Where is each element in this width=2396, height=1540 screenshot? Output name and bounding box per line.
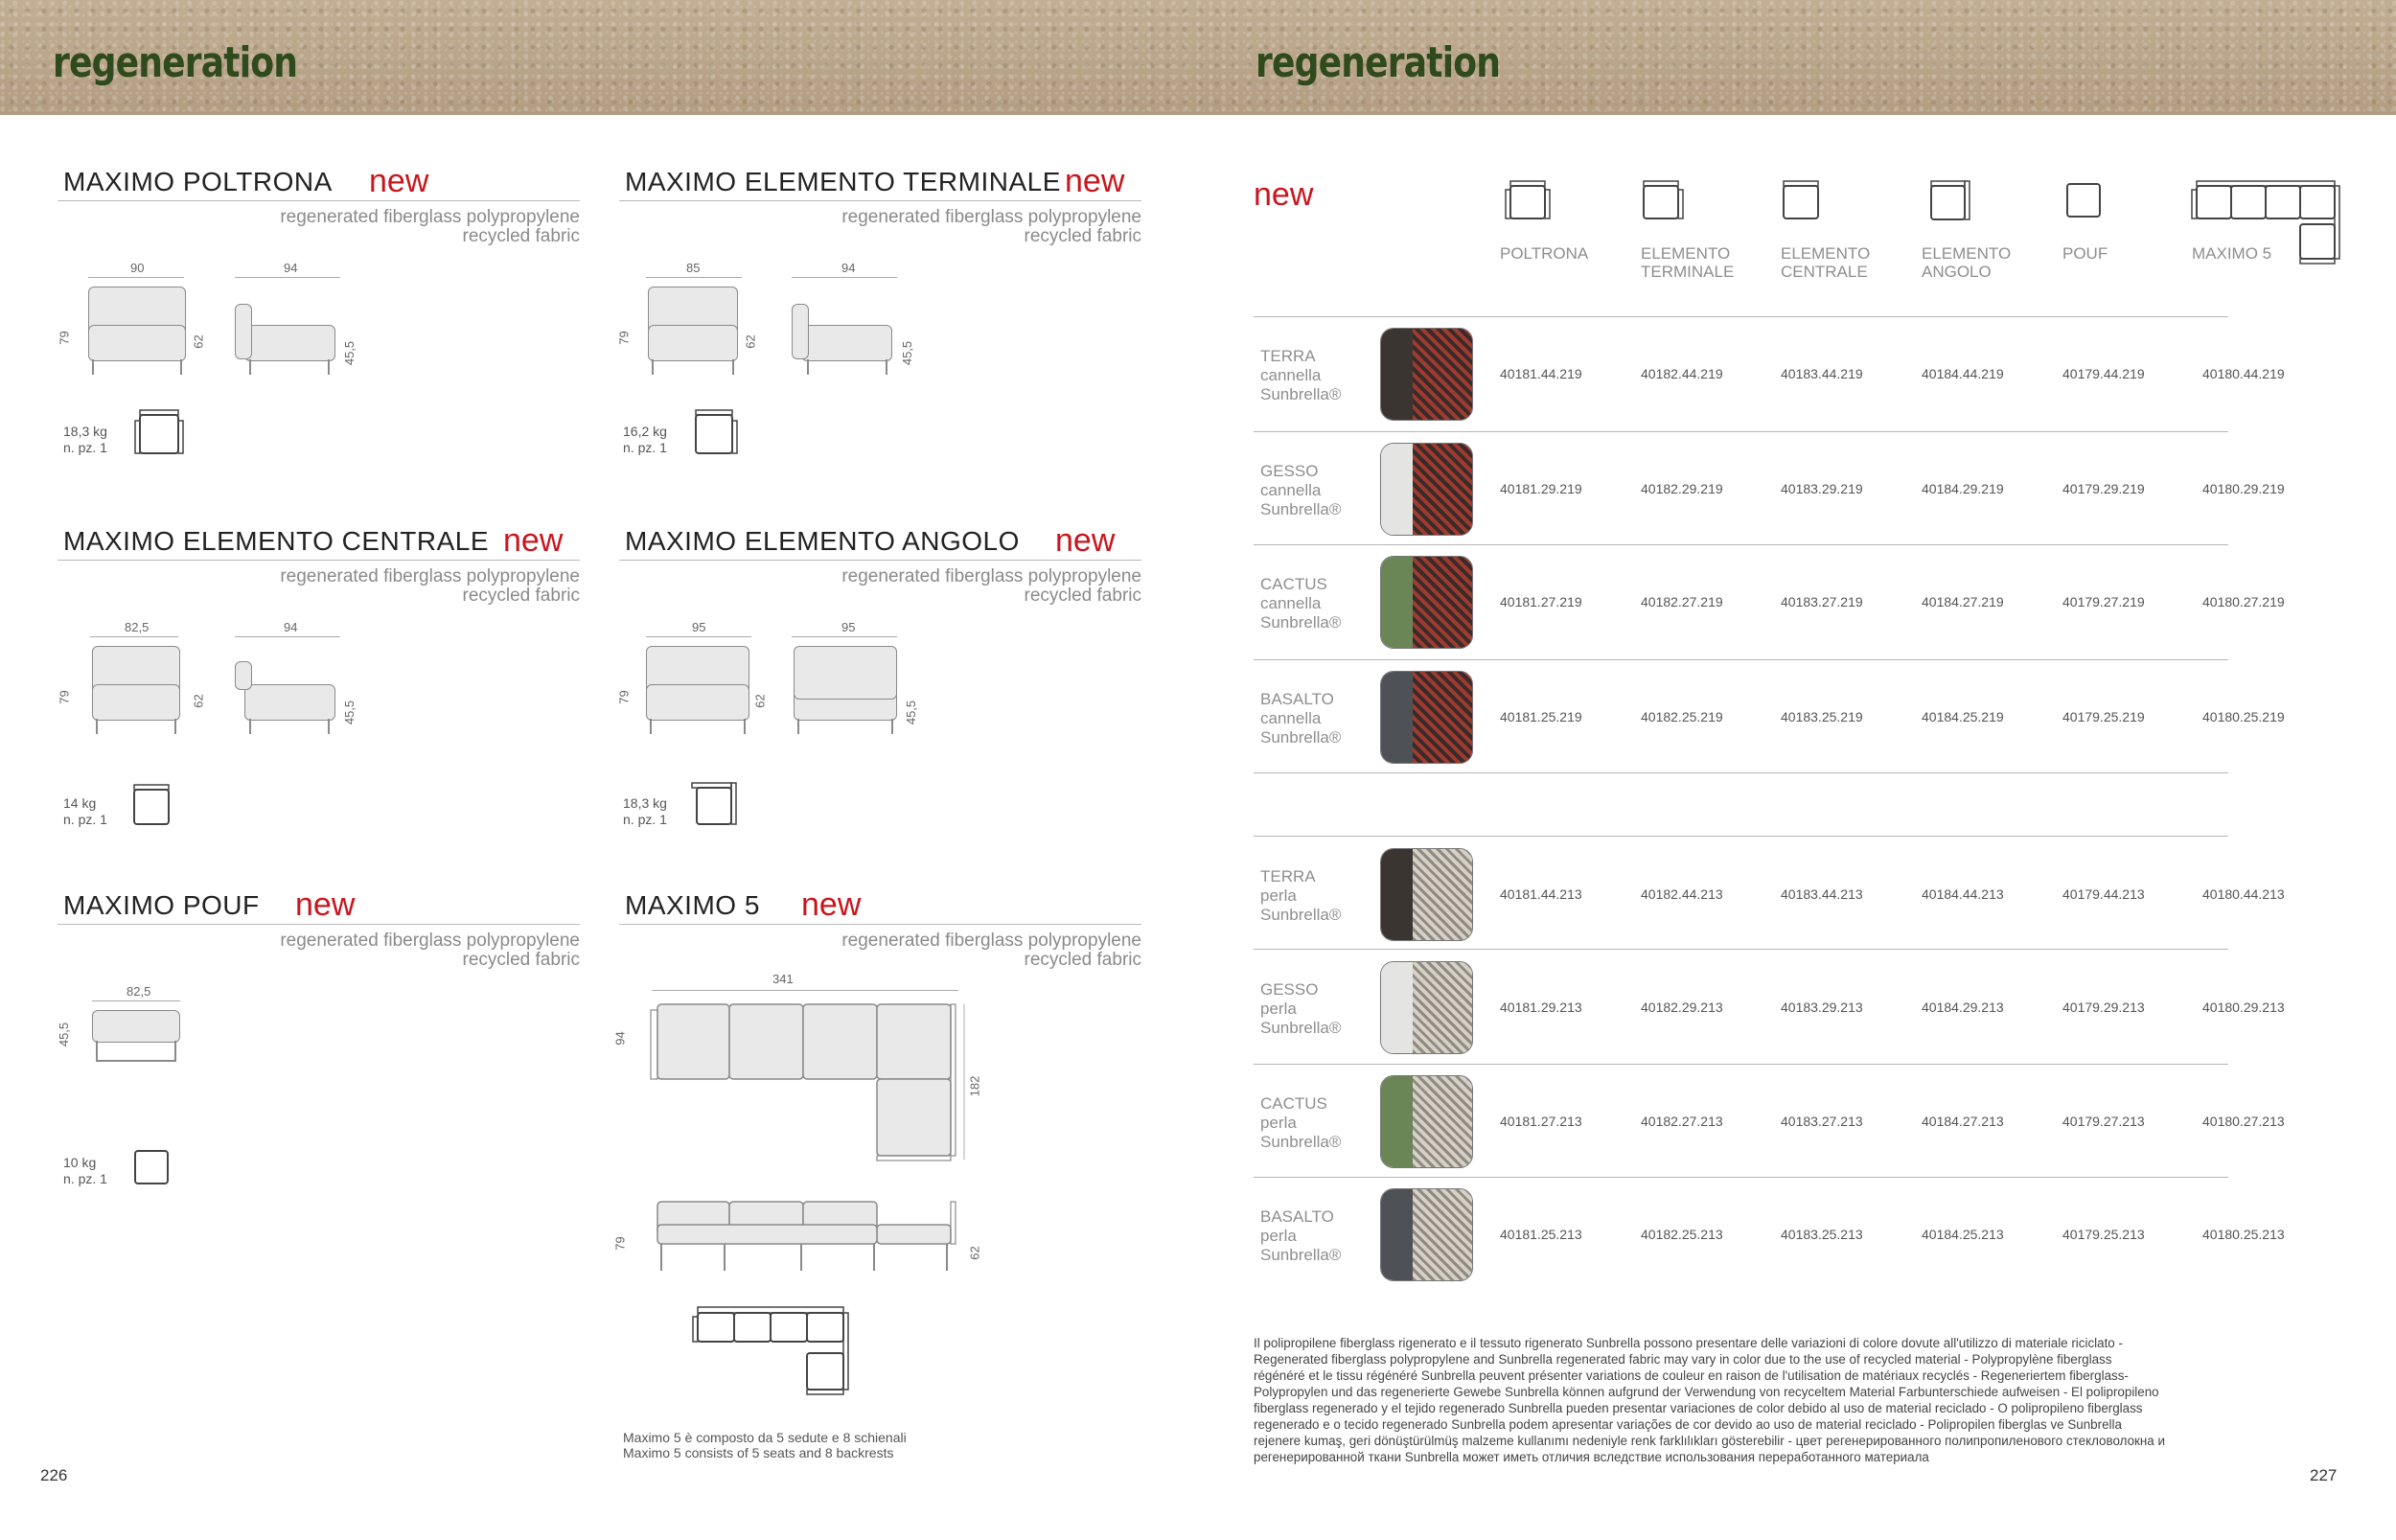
brand-logo-right: regeneration [1256, 38, 1501, 87]
dim-width: 95 [692, 620, 706, 634]
dim-arm-height: 45,5 [904, 700, 919, 725]
new-badge: new [503, 522, 564, 559]
row-label: TERRA cannella Sunbrella® [1260, 347, 1342, 403]
maximo5-plan-icon [690, 1303, 891, 1399]
new-badge: new [295, 886, 356, 923]
product-code: 40183.25.213 [1781, 1227, 1863, 1242]
material-line: recycled fabric [1024, 226, 1141, 246]
dim-side: 182 [967, 1075, 982, 1097]
row-label: CACTUS perla Sunbrella® [1260, 1094, 1342, 1151]
product-code: 40184.25.219 [1922, 709, 2004, 724]
dim-seat-height: 62 [752, 694, 768, 708]
product-title: MAXIMO POUF [63, 890, 260, 920]
weight: 14 kg [63, 795, 97, 811]
product-code: 40180.27.219 [2202, 594, 2285, 609]
centrale-icon [1781, 178, 1821, 220]
product-code: 40181.25.219 [1500, 709, 1582, 724]
maximo5-composition-note: Maximo 5 è composto da 5 sedute e 8 schienali Maximo 5 consists of 5 seats and 8 backrests [623, 1430, 907, 1460]
dim-height: 79 [612, 1236, 628, 1251]
product-code: 40180.25.219 [2202, 709, 2285, 724]
product-code: 40179.44.213 [2062, 886, 2145, 902]
product-angolo [616, 522, 1141, 827]
product-code: 40181.29.213 [1500, 1000, 1582, 1015]
product-drawing [616, 256, 1141, 371]
product-code: 40179.25.219 [2062, 709, 2145, 724]
poltrona-plan-icon [132, 407, 190, 457]
product-code: 40183.44.213 [1781, 886, 1863, 902]
product-code: 40181.27.219 [1500, 594, 1582, 609]
product-code: 40182.27.219 [1641, 594, 1723, 609]
dim-height: 79 [616, 690, 632, 704]
dim-depth: 94 [284, 261, 298, 275]
dim-width: 82,5 [127, 984, 151, 999]
row-label: BASALTO perla Sunbrella® [1260, 1207, 1342, 1264]
new-badge: new [1254, 176, 1314, 213]
dim-width: 85 [686, 261, 701, 275]
product-title: MAXIMO ELEMENTO CENTRALE [63, 526, 490, 556]
pouf-plan-icon [132, 1148, 171, 1186]
product-code: 40180.29.219 [2202, 481, 2285, 496]
product-code: 40184.29.213 [1922, 1000, 2004, 1015]
new-badge: new [369, 163, 429, 199]
table-rule [1254, 836, 2228, 837]
brand-logo-left: regeneration [53, 38, 298, 87]
material-line: recycled fabric [462, 586, 580, 606]
angolo-icon [1928, 178, 1972, 222]
new-badge: new [1065, 163, 1125, 199]
pieces: n. pz. 1 [63, 440, 107, 455]
product-code: 40184.44.213 [1922, 886, 2004, 902]
weight: 18,3 kg [623, 795, 667, 811]
material-line: regenerated fiberglass polypropylene [280, 207, 580, 227]
product-title: MAXIMO ELEMENTO TERMINALE [625, 167, 1061, 196]
product-title: MAXIMO 5 [625, 890, 760, 920]
dim-height: 45,5 [57, 1022, 72, 1047]
product-code: 40179.27.219 [2062, 594, 2145, 609]
table-rule [1254, 431, 2228, 432]
dim-arm-height: 45,5 [342, 700, 357, 725]
fabric-swatch [1380, 443, 1473, 536]
new-badge: new [1055, 522, 1116, 559]
dim-arm-height: 45,5 [342, 340, 357, 366]
pieces: n. pz. 1 [63, 1171, 107, 1186]
product-code: 40179.25.213 [2062, 1227, 2145, 1242]
product-code: 40182.44.213 [1641, 886, 1723, 902]
new-badge: new [801, 886, 862, 923]
page-number-left: 226 [40, 1466, 68, 1484]
dim-width: 90 [130, 261, 145, 275]
dim-depth: 95 [841, 620, 856, 634]
product-code: 40181.25.213 [1500, 1227, 1582, 1242]
maximo5-front-view [648, 1198, 974, 1275]
fabric-swatch [1380, 961, 1473, 1054]
product-code: 40179.29.213 [2062, 1000, 2145, 1015]
dim-height: 79 [57, 331, 72, 345]
dim-width: 341 [772, 972, 794, 986]
product-code: 40183.27.213 [1781, 1114, 1863, 1129]
material-line: recycled fabric [462, 226, 580, 246]
pouf-side-view [92, 1010, 180, 1043]
fabric-swatch [1380, 328, 1473, 421]
pieces: n. pz. 1 [623, 812, 667, 827]
dim-depth: 94 [284, 620, 298, 634]
product-code: 40182.29.219 [1641, 481, 1723, 496]
material-line: regenerated fiberglass polypropylene [841, 207, 1141, 227]
kraft-header-band [0, 0, 2396, 115]
product-code: 40180.25.213 [2202, 1227, 2285, 1242]
product-code: 40181.44.219 [1500, 366, 1582, 381]
row-label: CACTUS cannella Sunbrella® [1260, 575, 1342, 632]
product-code: 40179.29.219 [2062, 481, 2145, 496]
row-label: TERRA perla Sunbrella® [1260, 867, 1342, 924]
product-code: 40182.25.219 [1641, 709, 1723, 724]
table-rule [1254, 1177, 2228, 1178]
product-drawing [616, 615, 1141, 730]
product-code: 40179.27.213 [2062, 1114, 2145, 1129]
column-header-pouf: POUF [2062, 244, 2108, 263]
material-line: regenerated fiberglass polypropylene [280, 566, 580, 586]
terminale-plan-icon [688, 407, 746, 457]
dim-seat-height: 62 [191, 694, 206, 708]
fabric-swatch [1380, 1075, 1473, 1168]
table-rule [1254, 659, 2228, 660]
product-code: 40180.29.213 [2202, 1000, 2285, 1015]
weight: 18,3 kg [63, 424, 107, 439]
column-header-angolo: ELEMENTO ANGOLO [1922, 244, 2012, 281]
weight: 10 kg [63, 1155, 97, 1170]
product-title: MAXIMO POLTRONA [63, 167, 333, 196]
product-code: 40181.29.219 [1500, 481, 1582, 496]
product-drawing [58, 256, 580, 371]
product-code: 40182.25.213 [1641, 1227, 1723, 1242]
pouf-icon [2064, 178, 2103, 220]
product-code: 40183.29.219 [1781, 481, 1863, 496]
maximo5-plan-view [648, 997, 974, 1174]
material-line: regenerated fiberglass polypropylene [280, 931, 580, 951]
page-number-right: 227 [2310, 1466, 2338, 1484]
row-label: BASALTO cannella Sunbrella® [1260, 690, 1342, 747]
product-code: 40180.44.213 [2202, 886, 2285, 902]
chair-side-view [244, 325, 335, 361]
fabric-swatch [1380, 1188, 1473, 1281]
product-code: 40181.27.213 [1500, 1114, 1582, 1129]
chair-side-view [801, 325, 892, 361]
product-code: 40183.44.219 [1781, 366, 1863, 381]
product-code: 40183.25.219 [1781, 709, 1863, 724]
product-code: 40183.27.219 [1781, 594, 1863, 609]
column-header-poltrona: POLTRONA [1500, 244, 1589, 263]
chair-side-view [244, 684, 335, 721]
product-maximo5 [619, 886, 1141, 970]
dim-depth: 94 [612, 1031, 628, 1046]
product-code: 40184.27.213 [1922, 1114, 2004, 1129]
product-code: 40180.44.219 [2202, 366, 2285, 381]
dim-height: 79 [57, 690, 72, 704]
terminale-icon [1641, 178, 1687, 220]
product-code: 40184.27.219 [1922, 594, 2004, 609]
dim-seat-height: 62 [967, 1246, 982, 1260]
dim-height: 79 [616, 331, 632, 345]
row-label: GESSO perla Sunbrella® [1260, 980, 1342, 1037]
table-rule [1254, 316, 2228, 317]
product-code: 40182.27.213 [1641, 1114, 1723, 1129]
dim-seat-height: 62 [191, 334, 206, 349]
material-line: recycled fabric [1024, 950, 1141, 970]
product-code: 40182.29.213 [1641, 1000, 1723, 1015]
weight: 16,2 kg [623, 424, 667, 439]
row-label: GESSO cannella Sunbrella® [1260, 462, 1342, 518]
material-line: regenerated fiberglass polypropylene [841, 931, 1141, 951]
poltrona-icon [1503, 178, 1553, 220]
angolo-plan-icon [688, 779, 738, 829]
product-code: 40182.44.219 [1641, 366, 1723, 381]
dim-seat-height: 62 [743, 334, 758, 349]
column-header-maximo5: MAXIMO 5 [2192, 244, 2272, 263]
dim-arm-height: 45,5 [900, 340, 915, 366]
pieces: n. pz. 1 [623, 440, 667, 455]
color-variation-disclaimer: Il polipropilene fiberglass rigenerato e il tessuto rigenerato Sunbrella possono presentare delle variazioni di colore dovute all'utilizzo di materiale riciclato - Regenerated fiberglass polypropylene and Sunbrella regenerated fabric may vary in color due to the use of recycled material - Polypropylène fiberglass régénéré et le tissu régénéré Sunbrella peuvent présenter variations de couleur en raison de l'utilisation de matériaux recyclés - Regeneriertem fiberglass- Polypropylen und das regenerierte Gewebe Sunbrella können aufgrund der Verwendung von recyceltem Material Farbunterschiede aufweisen - El polipropileno fiberglass regenerado y el tejido regenerado Sunbrella pueden presentar variaciones de color debido al uso de material reciclado - O polipropileno fiberglass regenerado e o tecido regenerado Sunbrella podem apresentar variações de cor devido ao uso de material reciclado - Polipropilen fiberglas ve Sunbrella rejenere kumaş, geri dönüştürülmüş malzeme kullanımı nedeniyle renk farklılıkları gösterebilir - цвет регенерированного полипропиленового стекловолокна и регенерированной ткани Sunbrella может иметь отличия вследствие использования переработанного материала [1254, 1336, 2165, 1464]
product-code: 40184.25.213 [1922, 1227, 2004, 1242]
fabric-swatch [1380, 556, 1473, 649]
product-poltrona [57, 163, 580, 455]
dim-width: 82,5 [125, 620, 150, 634]
product-code: 40179.44.219 [2062, 366, 2145, 381]
product-code: 40180.27.213 [2202, 1114, 2285, 1129]
pieces: n. pz. 1 [63, 812, 107, 827]
product-code: 40184.44.219 [1922, 366, 2004, 381]
material-line: recycled fabric [1024, 586, 1141, 606]
table-rule [1254, 772, 2228, 773]
column-header-centrale: ELEMENTO CENTRALE [1781, 244, 1871, 281]
centrale-plan-icon [129, 781, 177, 829]
product-drawing [58, 615, 580, 730]
product-drawing [58, 979, 580, 1094]
product-code: 40183.29.213 [1781, 1000, 1863, 1015]
fabric-swatch [1380, 671, 1473, 764]
table-rule [1254, 544, 2228, 545]
material-line: recycled fabric [462, 950, 580, 970]
product-centrale [57, 522, 580, 827]
column-header-terminale: ELEMENTO TERMINALE [1641, 244, 1735, 281]
product-pouf [57, 886, 580, 1186]
product-code: 40184.29.219 [1922, 481, 2004, 496]
product-title: MAXIMO ELEMENTO ANGOLO [625, 526, 1020, 556]
table-rule [1254, 1064, 2228, 1065]
table-rule [1254, 949, 2228, 950]
dim-depth: 94 [841, 261, 856, 275]
product-terminale [616, 163, 1141, 455]
material-line: regenerated fiberglass polypropylene [841, 566, 1141, 586]
fabric-swatch [1380, 848, 1473, 941]
product-code: 40181.44.213 [1500, 886, 1582, 902]
